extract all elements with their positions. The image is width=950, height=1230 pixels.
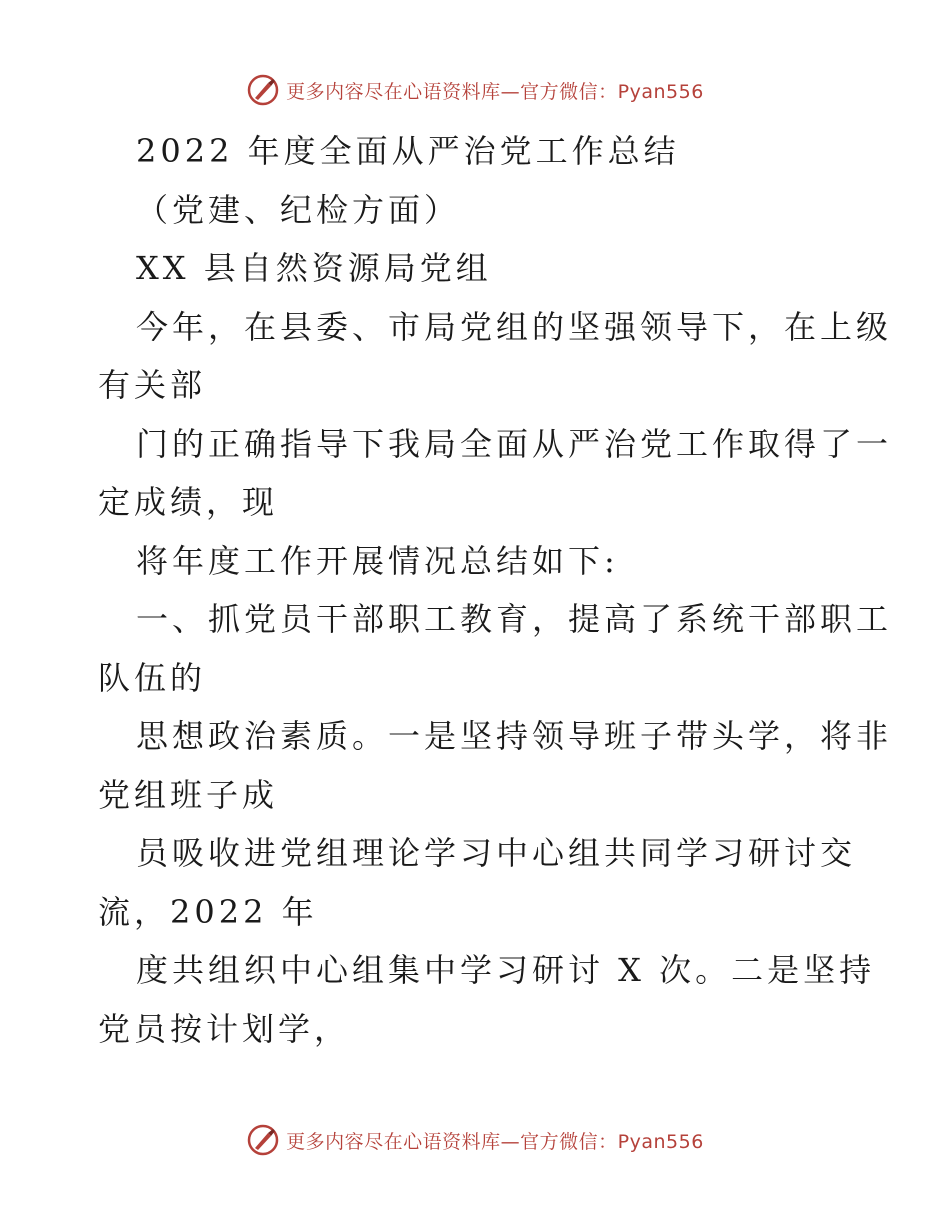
doc-author: XX 县自然资源局党组	[136, 249, 492, 287]
pen-logo-icon	[246, 73, 280, 107]
doc-line: 党员按计划学，	[98, 1009, 351, 1048]
doc-line: 队伍的	[98, 658, 207, 697]
watermark-header-text: 更多内容尽在心语资料库—官方微信：Pyan556	[286, 80, 704, 103]
doc-line: 将年度工作开展情况总结如下:	[136, 541, 619, 580]
doc-title: 2022 年度全面从严治党工作总结	[136, 132, 680, 170]
doc-line: 员吸收进党组理论学习中心组共同学习研讨交	[136, 834, 857, 872]
doc-line: 度共组织中心组集中学习研讨 X 次。二是坚持	[136, 951, 876, 989]
doc-line: 党组班子成	[98, 775, 279, 814]
doc-line: 门的正确指导下我局全面从严治党工作取得了一	[136, 424, 893, 463]
document-body	[98, 122, 893, 1058]
doc-line: 有关部	[98, 366, 207, 404]
pen-logo-icon	[246, 1123, 280, 1157]
watermark-footer-text: 更多内容尽在心语资料库—官方微信：Pyan556	[286, 1130, 704, 1153]
doc-line: 流，2022 年	[98, 892, 318, 931]
doc-subtitle: （党建、纪检方面）	[136, 190, 461, 229]
doc-line: 定成绩，现	[98, 483, 279, 521]
doc-line: 今年，在县委、市局党组的坚强领导下，在上级	[136, 307, 893, 346]
watermark-header	[0, 70, 950, 110]
doc-line: 思想政治素质。一是坚持领导班子带头学，将非	[136, 717, 893, 755]
watermark-footer	[0, 1120, 950, 1160]
doc-line: 一、抓党员干部职工教育，提高了系统干部职工	[136, 600, 893, 638]
